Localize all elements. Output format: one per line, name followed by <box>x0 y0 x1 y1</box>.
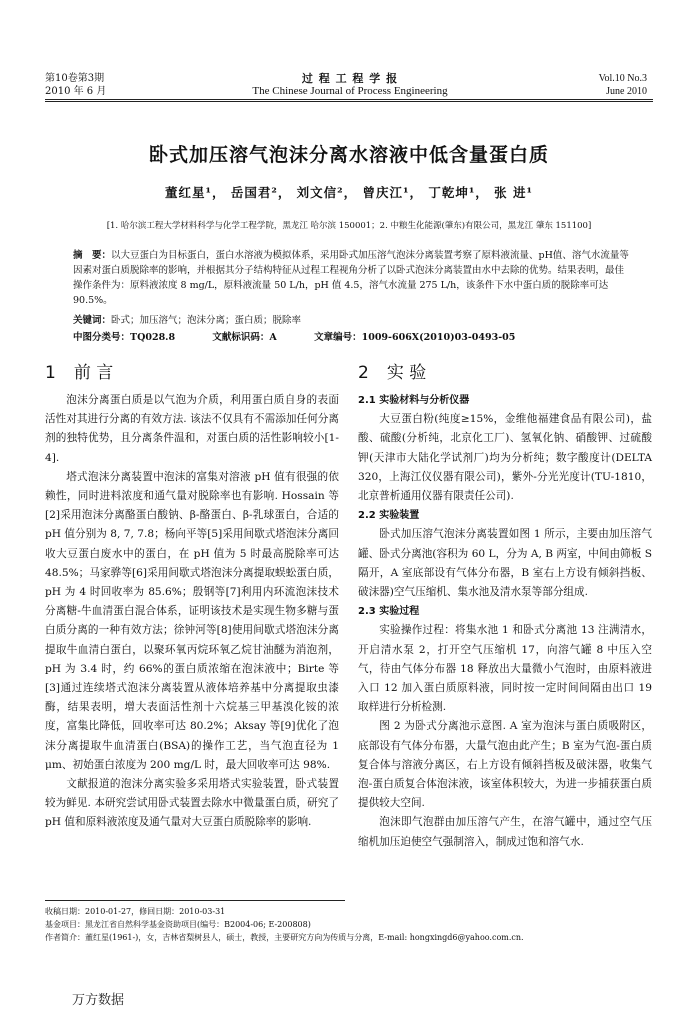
paper-title: 卧式加压溶气泡沫分离水溶液中低含量蛋白质 <box>148 144 549 166</box>
abstract-text: 以大豆蛋白为目标蛋白，蛋白水溶液为模拟体系，采用卧式加压溶气泡沫分离装置考察了原料液流量、pH值、溶气水流量等因素对蛋白质脱除率的影响，并根据其分子结构特征从过程工程视角分析了以卧式泡沫分离装置由水中去除的优势。结果表明，最佳操作条件为：原料液浓度 8 mg/L，原料液流量 50 L/h，pH 值 4.5，溶气水流量 275 L/h，该条件下水中蛋白质的脱除率可达 90.5%。 <box>73 250 629 306</box>
section-1-title: 前 言 <box>73 363 114 383</box>
section-2-number: 2 <box>358 363 369 383</box>
left-column <box>45 391 339 833</box>
intro-paragraph-2: 塔式泡沫分离装置中泡沫的富集对溶液 pH 值有很强的依赖性，同时进料浓度和通气量对脱除率也有影响. Hossain 等[2]采用泡沫分离酪蛋白酸钠、β-酪蛋白、β-乳球蛋白，合适的 pH 值分别为 8, 7, 7.8；杨向平等[5]采用间歇式塔泡沫分离回收大豆蛋白废水中的蛋白，在 pH 值为 5 时最高脱除率可达 48.5%；马家骅等[6]采用间歇式塔泡沫分离提取蜈蚣蛋白质，pH 为 4 时回收率为 85.6%；殷钢等[7]利用内环流泡沫技术分离糖-牛血清蛋白混合体系，证明该技术是实现生物多糖与蛋白质分离的一种有效方法；徐钟河等[8]使用间歇式塔泡沫分离提取牛血清白蛋白，以聚环氧丙烷环氧乙烷甘油醚为消泡剂，pH 为 3.4 时，约 66%的蛋白质浓缩在泡沫液中；Birte 等[3]通过连续塔式泡沫分离装置从液体培养基中分离提取虫漆酶，结果表明，增大表面活性剂十六烷基三甲基溴化铵的浓度，富集比降低，回收率可达 80.2%；Aksay 等[9]优化了泡沫分离提取牛血清蛋白(BSA)的操作工艺，当气泡直径为 1 μm、初始蛋白浓度为 200 mg/L 时，最大回收率可达 98%. <box>45 470 339 771</box>
footnotes <box>45 905 653 944</box>
article-number: 文章编号：1009-606X(2010)03-0493-05 <box>314 332 516 343</box>
classification-line <box>73 329 653 343</box>
journal-title-en: The Chinese Journal of Process Engineering <box>252 85 448 97</box>
date-cn: 2010 年 6 月 <box>45 86 107 97</box>
abstract <box>73 248 633 308</box>
document-code: 文献标识码：A <box>212 332 277 343</box>
footnote-rule <box>45 900 345 901</box>
intro-paragraph-3: 文献报道的泡沫分离实验多采用塔式实验装置，卧式装置较为鲜见. 本研究尝试用卧式装置去除水中微量蛋白质，研究了 pH 值和原料液浓度及通气量对大豆蛋白质脱除率的影响. <box>45 778 339 829</box>
section-2-heading <box>358 358 426 383</box>
date-en: June 2010 <box>606 86 647 97</box>
header-rule-2 <box>45 101 653 102</box>
fund-info: 基金项目：黑龙江省自然科学基金资助项目(编号：B2004-06; E-200808) <box>45 920 311 929</box>
volume-issue-cn: 第10卷第3期 <box>45 73 105 84</box>
keywords-label: 关键词： <box>73 315 112 326</box>
abstract-label: 摘 要： <box>73 250 112 261</box>
subsection-2-3-paragraph-3: 泡沫即气泡群由加压溶气产生，在溶气罐中，通过空气压缩机加压迫使空气强制溶入，制成过饱和溶气水. <box>358 816 652 848</box>
subsection-2-2-text: 卧式加压溶气泡沫分离装置如图 1 所示，主要由加压溶气罐、卧式分离池(容积为 60 L，分为 A, B 两室，中间由筛板 S 隔开，A 室底部设有气体分布器，B 室右上方设有倾斜挡板、破沫器)空气压缩机、集水池及清水泵等部分组成. <box>358 528 652 599</box>
author-list: 董红星¹， 岳国君²， 刘文信²， 曾庆江¹， 丁乾坤¹， 张 进¹ <box>165 185 533 200</box>
intro-paragraph-1: 泡沫分离蛋白质是以气泡为介质，利用蛋白质自身的表面活性对其进行分离的有效方法. 该法不仅具有不需添加任何分离剂的独特优势，且分离条件温和，对蛋白质的活性影响较小[1-4]. <box>45 394 339 464</box>
section-2-title: 实 验 <box>386 363 427 383</box>
subsection-2-2-heading: 2.2 实验装置 <box>358 510 420 522</box>
subsection-2-1-text: 大豆蛋白粉(纯度≥15%，金维他福建食品有限公司)，盐酸、硫酸(分析纯，北京化工厂)、氢氧化钠、硝酸钾、过硫酸钾(天津市大陆化学试剂厂)均为分析纯；数字酸度计(DELTA 320，上海江仪仪器有限公司)，紫外-分光光度计(TU-1810，北京普析通用仪器有限责任公司). <box>358 413 652 503</box>
subsection-2-3-paragraph-1: 实验操作过程：将集水池 1 和卧式分离池 13 注满清水，开启清水泵 2，打开空气压缩机 17，向溶气罐 8 中压入空气，待由气体分布器 18 释放出大量微小气泡时，由原料液进入口 12 加入蛋白质原料液，同时按一定时间间隔由出口 19 取样进行分析检测. <box>358 624 652 714</box>
section-1-heading <box>45 358 113 383</box>
author-bio: 作者简介：董红星(1961-)，女，吉林省梨树县人，硕士，教授，主要研究方向为传质与分离，E-mail: hongxingd6@yahoo.com.cn. <box>45 933 524 942</box>
received-date: 收稿日期：2010-01-27，修回日期：2010-03-31 <box>45 907 226 916</box>
section-1-number: 1 <box>45 363 56 383</box>
clc-number: 中图分类号：TQ028.8 <box>73 332 176 343</box>
header-rule <box>45 99 653 100</box>
journal-title-cn: 过 程 工 程 学 报 <box>301 72 399 85</box>
subsection-2-3-heading: 2.3 实验过程 <box>358 606 420 618</box>
keywords <box>73 312 633 326</box>
affiliation: [1. 哈尔滨工程大学材料科学与化学工程学院，黑龙江 哈尔滨 150001；2. 中粮生化能源(肇东)有限公司，黑龙江 肇东 151100] <box>106 221 592 231</box>
watermark: 万方数据 <box>72 993 125 1008</box>
keywords-text: 卧式；加压溶气；泡沫分离；蛋白质；脱除率 <box>111 315 302 326</box>
subsection-2-1-heading: 2.1 实验材料与分析仪器 <box>358 395 470 406</box>
right-column <box>358 391 652 852</box>
volume-issue-en: Vol.10 No.3 <box>598 73 647 84</box>
subsection-2-3-paragraph-2: 图 2 为卧式分离池示意图. A 室为泡沫与蛋白质吸附区，底部设有气体分布器，大量气泡由此产生；B 室为气泡-蛋白质复合体与溶液分离区，右上方设有倾斜挡板及破沫器，收集气泡-蛋白质复合体泡沫液，该室体积较大，为进一步捕获蛋白质提供较大空间. <box>358 720 652 810</box>
